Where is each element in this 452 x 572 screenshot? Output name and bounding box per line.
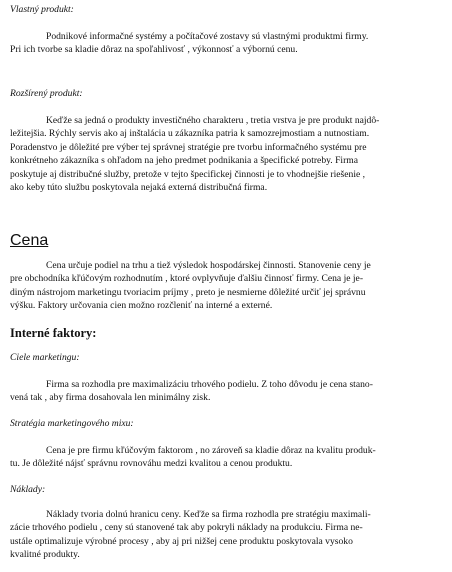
text-line: pre obchodníka kľúčovým rozhodnutím , ktoré ovplyvňuje ďalšiu činnosť firmy. Cena je je- xyxy=(10,273,364,285)
text-line: poskytuje aj distribučné služby, pretože v tejto špecifickej činnosti je to vhodnejšie riešenie , xyxy=(10,168,366,180)
paragraph-strategia-mixu xyxy=(10,444,444,471)
section-interne-faktory xyxy=(10,326,444,340)
subheading-rozsireny-produkt: Rozšírený produkt: xyxy=(10,88,83,99)
text-line: diným nástrojom marketingu tvoriacim príjmy , preto je nesmierne dôležité určiť jej správnu xyxy=(10,286,366,298)
text-line: Náklady tvoria dolnú hranicu ceny. Keďže sa firma rozhodla pre stratégiu maximali- xyxy=(46,509,371,520)
text-line: Cena je pre firmu kľúčovým faktorom , no zároveň sa kladie dôraz na kvalitu produk- xyxy=(46,445,376,456)
section-rozsireny-produkt xyxy=(10,88,444,194)
section-ciele-marketingu xyxy=(10,352,444,405)
section-title-interne-faktory: Interné faktory: xyxy=(10,326,97,340)
text-line: tu. Je dôležité nájsť správnu rovnováhu medzi kvalitou a cenou produktu. xyxy=(10,458,293,470)
text-line: ležitejšia. Rýchly servis ako aj inštalácia u zákazníka patria k samozrejmostiam a nutnostiam. xyxy=(10,128,370,140)
paragraph-rozsireny-produkt xyxy=(10,114,444,194)
text-line: kvalitné produkty. xyxy=(10,549,80,561)
text-line: vená tak , aby firma dosahovala len minimálny zisk. xyxy=(10,392,211,404)
paragraph-vlastny-produkt xyxy=(10,30,444,57)
section-strategia-marketingoveho-mixu xyxy=(10,418,444,471)
text-line: Firma sa rozhodla pre maximalizáciu trhového podielu. Z toho dôvodu je cena stano- xyxy=(46,379,373,390)
subheading-ciele-marketingu: Ciele marketingu: xyxy=(10,352,80,363)
text-line: konkrétneho zákazníka s ohľadom na jeho predmet podnikania a špecifické potreby. Firma xyxy=(10,155,358,167)
section-cena xyxy=(10,232,444,313)
paragraph-naklady xyxy=(10,508,444,562)
paragraph-ciele-marketingu xyxy=(10,378,444,405)
text-line: Keďže sa jedná o produkty investičného charakteru , tretia vrstva je pre produkt najdô- xyxy=(46,115,380,126)
subheading-naklady: Náklady: xyxy=(10,484,46,495)
text-line: výšku. Faktory určovania cien možno rozčleniť na interné a externé. xyxy=(10,300,273,312)
text-line: Cena určuje podiel na trhu a tiež výsledok hospodárskej činnosti. Stanovenie ceny je xyxy=(46,260,371,271)
text-line: ako keby túto službu poskytovala nejaká externá distribučná firma. xyxy=(10,182,268,194)
subheading-strategia-mixu: Stratégia marketingového mixu: xyxy=(10,418,134,429)
text-line: ustále optimalizuje výrobné procesy , aby aj pri nižšej cene produktu poskytovala vysoko xyxy=(10,535,353,547)
section-vlastny-produkt xyxy=(10,4,444,57)
subheading-vlastny-produkt: Vlastný produkt: xyxy=(10,4,74,15)
section-naklady xyxy=(10,484,444,562)
text-line: Poradenstvo je dôležité pre výber tej správnej stratégie pre tvorbu informačného systému pre xyxy=(10,141,367,153)
text-line: Podnikové informačné systémy a počítačové zostavy sú vlastnými produktmi firmy. xyxy=(46,31,369,42)
text-line: zácie trhového podielu , ceny sú stanovené tak aby pokryli náklady na produkciu. Firma ne- xyxy=(10,522,363,534)
paragraph-cena xyxy=(10,259,444,313)
section-title-cena: Cena xyxy=(10,232,49,249)
text-line: Pri ich tvorbe sa kladie dôraz na spoľahlivosť , výkonnosť a výbornú cenu. xyxy=(10,44,298,56)
